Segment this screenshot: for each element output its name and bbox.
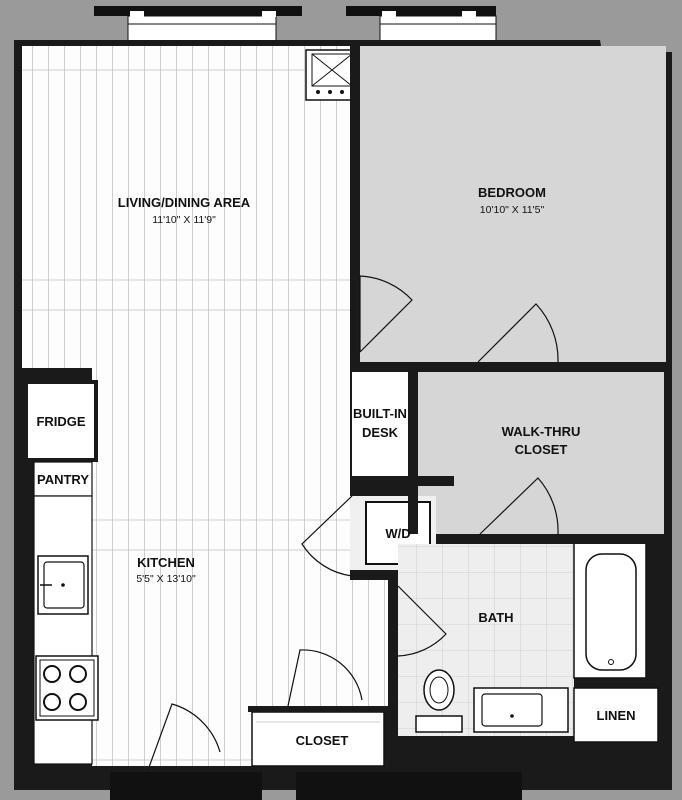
stove-icon <box>36 656 98 720</box>
linen-label: LINEN <box>596 708 636 723</box>
desk-area <box>352 372 408 476</box>
vanity-icon <box>474 688 568 732</box>
fridge-label: FRIDGE <box>36 414 86 429</box>
closet-label: CLOSET <box>295 733 349 748</box>
sink-icon <box>38 556 88 614</box>
kitchen-label: KITCHEN <box>137 555 195 570</box>
kitchen-dims: 5'5" X 13'10" <box>136 573 196 585</box>
wd-label: W/D <box>385 526 411 541</box>
living-room-dims: 11'10" X 11'9" <box>152 214 216 226</box>
kitchen-counter <box>34 496 92 764</box>
desk-label-1: BUILT-IN <box>353 406 407 421</box>
bath-label: BATH <box>478 610 514 625</box>
pantry-label: PANTRY <box>37 472 89 487</box>
bedroom-label: BEDROOM <box>478 185 546 200</box>
desk-label-2: DESK <box>361 425 399 440</box>
living-room-label: LIVING/DINING AREA <box>117 195 251 210</box>
walk-closet-label-2: CLOSET <box>514 442 568 457</box>
walk-closet-label-1: WALK-THRU <box>501 424 581 439</box>
bedroom-dims: 10'10" X 11'5" <box>479 204 545 216</box>
bathtub-icon <box>574 542 646 678</box>
